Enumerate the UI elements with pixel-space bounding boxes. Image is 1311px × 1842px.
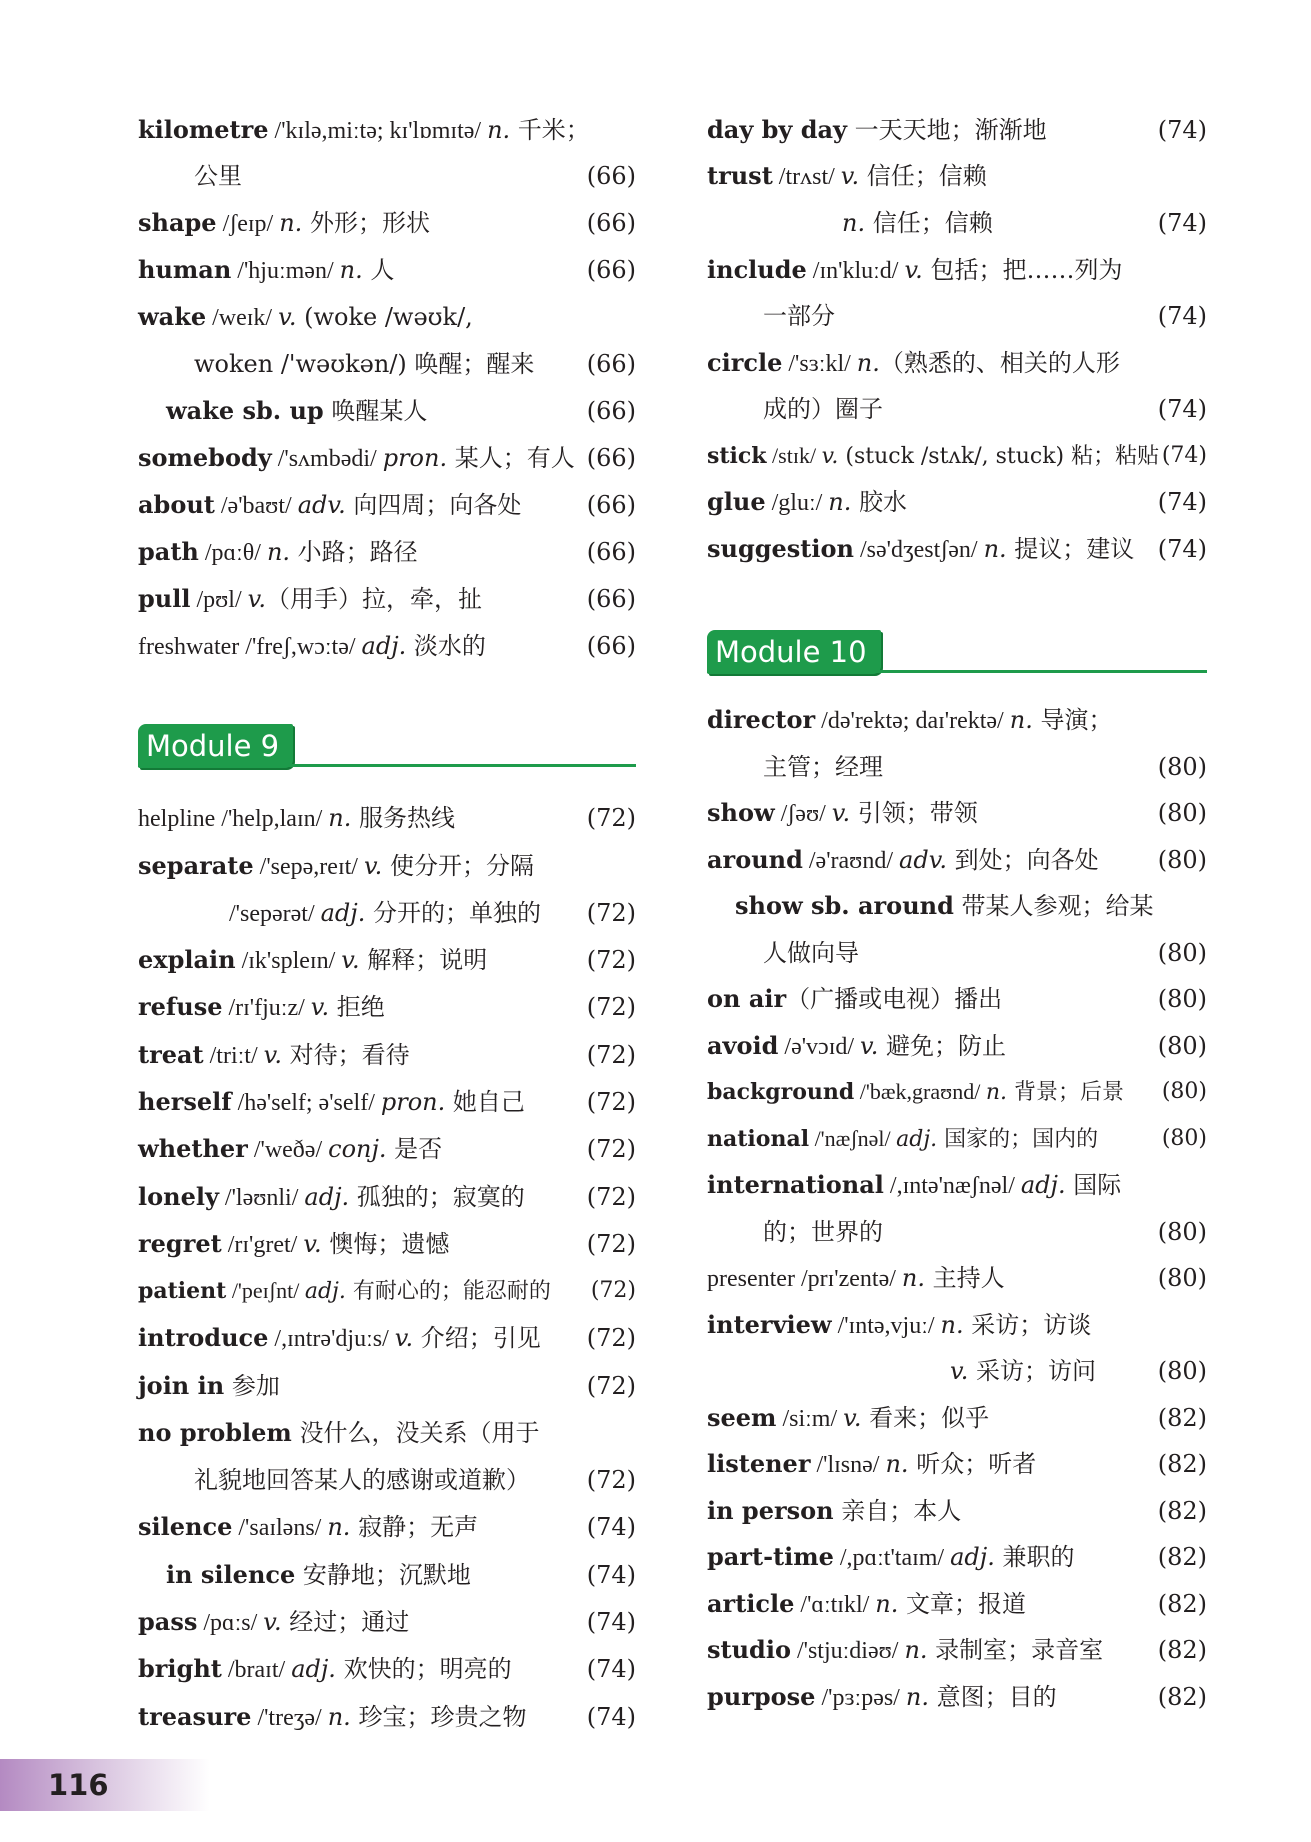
vocab-entry: whether /'weðə/ conj. 是否 (72) (138, 1134, 636, 1163)
vocab-entry: 的；世界的 (80) (763, 1218, 1207, 1246)
vocab-entry: day by day 一天天地；渐渐地 (74) (707, 115, 1207, 144)
vocab-entry: around /ə'raʊnd/ adv. 到处；向各处 (80) (707, 845, 1207, 874)
page-number: 116 (48, 1768, 109, 1802)
vocab-entry: glue /gluː/ n. 胶水 (74) (707, 487, 1207, 516)
vocab-entry: 人做向导 (80) (763, 939, 1207, 967)
vocab-entry: show sb. around 带某人参观；给某 (735, 891, 1154, 920)
vocab-entry: seem /siːm/ v. 看来；似乎 (82) (707, 1403, 1207, 1432)
vocab-entry: somebody /'sʌmbədi/ pron. 某人；有人 (66) (138, 443, 636, 472)
vocab-entry: human /'hjuːmən/ n. 人 (66) (138, 255, 636, 284)
vocab-entry: woken /'wəʊkən/) 唤醒；醒来 (66) (194, 350, 636, 378)
vocab-entry: treasure /'treʒə/ n. 珍宝；珍贵之物 (74) (138, 1702, 636, 1731)
vocab-entry: avoid /ə'vɔɪd/ v. 避免；防止 (80) (707, 1031, 1207, 1060)
vocab-entry: /'sepərət/ adj. 分开的；单独的 (72) (229, 899, 636, 927)
vocab-entry: trust /trʌst/ v. 信任；信赖 (707, 161, 987, 190)
vocab-entry: in person 亲自；本人 (82) (707, 1496, 1207, 1525)
vocab-entry: pass /pɑːs/ v. 经过；通过 (74) (138, 1607, 636, 1636)
vocab-entry: circle /'sɜːkl/ n.（熟悉的、相关的人形 (707, 348, 1120, 377)
vocab-entry: herself /hə'self; ə'self/ pron. 她自己 (72) (138, 1087, 636, 1116)
vocab-entry: director /də'rektə; daɪ'rektə/ n. 导演； (707, 705, 1113, 734)
vocab-entry: about /ə'baʊt/ adv. 向四周；向各处 (66) (138, 490, 636, 519)
vocab-entry: on air（广播或电视）播出 (80) (707, 984, 1207, 1013)
vocab-entry: no problem 没什么，没关系（用于 (138, 1418, 540, 1447)
vocab-entry: explain /ɪk'spleɪn/ v. 解释；说明 (72) (138, 945, 636, 974)
vocab-entry: studio /'stjuːdiəʊ/ n. 录制室；录音室 (82) (707, 1635, 1207, 1664)
module-10-heading (707, 630, 1207, 678)
vocab-entry: presenter /prɪ'zentə/ n. 主持人 (80) (707, 1264, 1207, 1292)
vocab-entry: introduce /,ɪntrə'djuːs/ v. 介绍；引见 (72) (138, 1323, 636, 1352)
module-10-badge: Module 10 (707, 630, 881, 674)
vocab-entry: regret /rɪ'gret/ v. 懊悔；遗憾 (72) (138, 1229, 636, 1258)
vocab-entry: lonely /'ləʊnli/ adj. 孤独的；寂寞的 (72) (138, 1182, 636, 1211)
vocab-entry: stick /stɪk/ v. (stuck /stʌk/, stuck) 粘；粘贴 (74) (707, 443, 1207, 469)
vocab-entry: separate /'sepə,reɪt/ v. 使分开；分隔 (138, 851, 534, 880)
vocab-entry: refuse /rɪ'fjuːz/ v. 拒绝 (72) (138, 992, 636, 1021)
module-9-rule (138, 764, 636, 767)
vocab-entry: wake /weɪk/ v. (woke /wəʊk/, (138, 302, 473, 331)
module-9-badge: Module 9 (138, 724, 293, 768)
vocab-entry: 主管；经理 (80) (763, 753, 1207, 781)
vocab-entry: background /'bæk,graʊnd/ n. 背景；后景 (80) (707, 1079, 1207, 1105)
vocab-entry: join in 参加 (72) (138, 1371, 636, 1400)
vocab-entry: listener /'lɪsnə/ n. 听众；听者 (82) (707, 1449, 1207, 1478)
vocab-entry: international /,ɪntə'næʃnəl/ adj. 国际 (707, 1170, 1122, 1199)
vocab-entry: bright /braɪt/ adj. 欢快的；明亮的 (74) (138, 1654, 636, 1683)
vocab-entry: article /'ɑːtɪkl/ n. 文章；报道 (82) (707, 1589, 1207, 1618)
vocab-entry: path /pɑːθ/ n. 小路；路径 (66) (138, 537, 636, 566)
vocab-entry: 成的）圈子 (74) (763, 395, 1207, 423)
module-9-heading (138, 724, 636, 772)
vocab-entry: include /ɪn'kluːd/ v. 包括；把……列为 (707, 255, 1123, 284)
vocab-entry: part-time /,pɑːt'taɪm/ adj. 兼职的 (82) (707, 1542, 1207, 1571)
vocab-entry: show /ʃəʊ/ v. 引领；带领 (80) (707, 798, 1207, 827)
vocab-entry: 礼貌地回答某人的感谢或道歉） (72) (194, 1466, 636, 1494)
vocab-entry: wake sb. up 唤醒某人 (66) (166, 396, 636, 425)
vocab-entry: treat /triːt/ v. 对待；看待 (72) (138, 1040, 636, 1069)
vocab-entry: purpose /'pɜːpəs/ n. 意图；目的 (82) (707, 1682, 1207, 1711)
vocab-entry: helpline /'help,laɪn/ n. 服务热线 (72) (138, 804, 636, 832)
vocab-entry: interview /'ɪntə,vjuː/ n. 采访；访谈 (707, 1310, 1092, 1339)
vocab-entry: n. 信任；信赖 (74) (842, 209, 1207, 237)
vocab-entry: silence /'saɪləns/ n. 寂静；无声 (74) (138, 1512, 636, 1541)
vocab-entry: in silence 安静地；沉默地 (74) (166, 1560, 636, 1589)
vocab-entry: 一部分 (74) (763, 302, 1207, 330)
vocab-entry: patient /'peɪʃnt/ adj. 有耐心的；能忍耐的 (72) (138, 1278, 636, 1304)
vocab-entry: kilometre /'kɪlə,miːtə; kɪ'lɒmɪtə/ n. 千米； (138, 115, 590, 144)
vocab-entry: 公里 (66) (194, 162, 636, 190)
vocab-entry: suggestion /sə'dʒestʃən/ n. 提议；建议 (74) (707, 534, 1207, 563)
vocab-entry: pull /pʊl/ v.（用手）拉，牵，扯 (66) (138, 584, 636, 613)
module-10-rule (707, 670, 1207, 673)
vocab-entry: freshwater /'freʃ,wɔːtə/ adj. 淡水的 (66) (138, 632, 636, 660)
vocab-entry: v. 采访；访问 (80) (950, 1357, 1207, 1385)
vocab-entry: national /'næʃnəl/ adj. 国家的；国内的 (80) (707, 1126, 1207, 1152)
vocab-entry: shape /ʃeɪp/ n. 外形；形状 (66) (138, 208, 636, 237)
